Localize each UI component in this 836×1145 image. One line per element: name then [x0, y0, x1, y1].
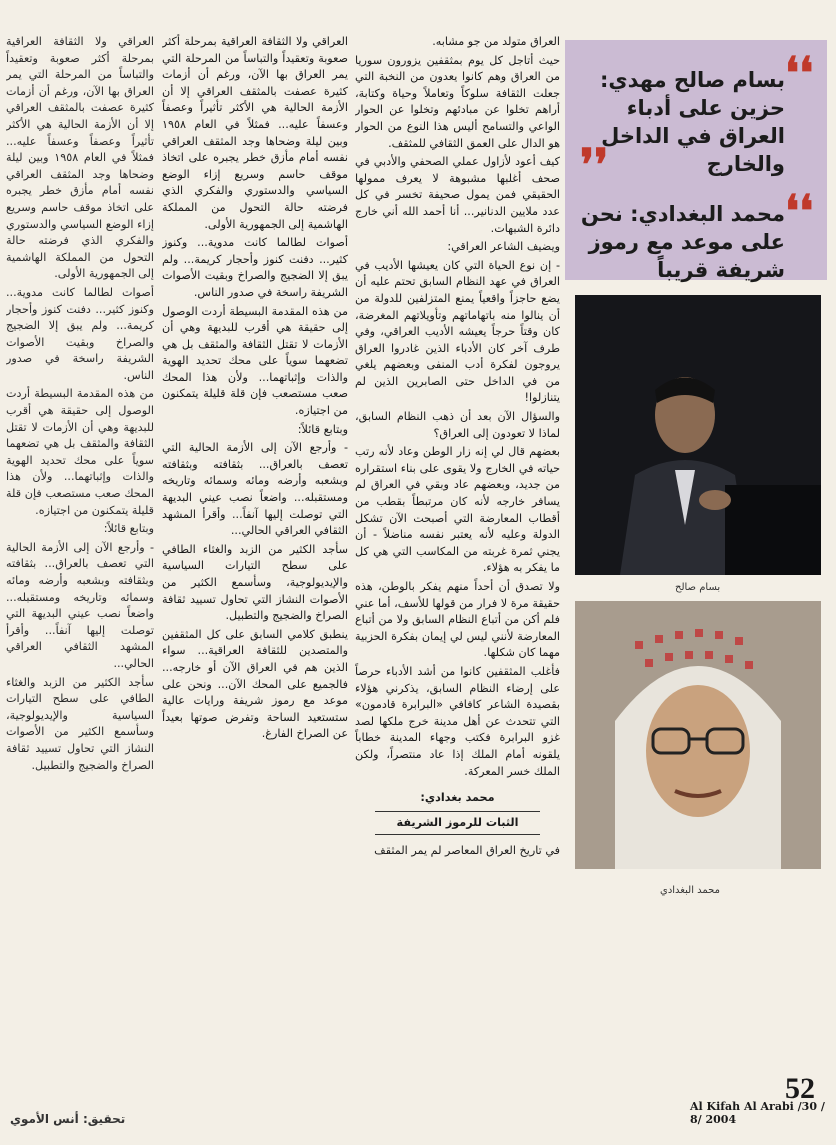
column-paragraph: سأجد الكثير من الزبد والغثاء الطافي على سطح التيارات السياسية والإيديولوجية، وسأسمع الكثير من الأصوات النشاز التي تحاول تسييد ثقافة الصراخ والضجيج والتطبيل.	[162, 542, 348, 623]
pull-quote-2: محمد البغدادي: نحن على موعد مع رموز شريفة قريباً	[580, 202, 785, 282]
photo-mohammed-baghdadi	[575, 601, 821, 869]
column-paragraph: أصوات لطالما كانت مدوية... وكنوز كثير... دفنت كنوز وأحجار كريمة... ولم يبق إلا الضجيج والصراخ وبقيت الأصوات الشريفة راسخة في صدور الناس.	[6, 285, 154, 382]
byline-mohammed: محمد بغدادي:	[420, 791, 495, 805]
column-paragraph: ويضيف الشاعر العراقي:	[447, 240, 560, 254]
column-paragraph: ينطبق كلامي السابق على كل المثقفين والمتصدين للثقافة العراقية... سواء الذين هم في العراق الآن أو خارجه... فالجميع على المحك الآن... ونحن على موعد مع رموز شريفة ورايات عالية ستستعيد الساحة وتفرض صوتها بعيداً عن الصراخ الفارغ.	[162, 627, 348, 741]
article-column-4	[370, 34, 558, 1084]
quote-open-mark-2: ❛❛	[785, 186, 814, 237]
column-paragraph: العراق متولد من جو مشابه.	[432, 35, 560, 48]
subhead-steadfast: الثبات للرموز الشريفة	[375, 811, 540, 836]
speaker-illustration	[575, 295, 821, 575]
photo-caption-1: بسام صالح	[675, 582, 721, 593]
footer-publication: Al Kifah Al Arabi /30 / 8/ 2004	[690, 1100, 825, 1126]
quote-close-mark: ❜❜	[580, 140, 609, 191]
column-paragraph: كيف أعود لأزاول عملي الصحفي والأدبي في صحف أغلبها مشبوهة لا يعرف ممولها الحقيقي فمن يمول صحيفة تخسر في كل عدد ملايين الدنانير... أنا أحمد الله أني خارج دائرة الشبهات.	[355, 155, 560, 235]
column-paragraph: - وأرجع الآن إلى الأزمة الحالية التي تعصف بالعراق... بثقافته وبثقافته وبشعبه وأرضه ومائه وسمائه وتاريخه ومستقبله... واضعاً نصب عيني البديهة التي توصلت إليها آنفاً... وأقرأ المشهد الثقافي العراقي الحالي...	[162, 441, 348, 538]
column-paragraph: فأغلب المثقفين كانوا من أشد الأدباء حرصاً على إرضاء النظام السابق، يذكرني هؤلاء بقصيدة الشاعر كافافي «البرابرة قادمون» التي تتحدث عن أهل مدينة خرج ملكها لصد غزو البرابرة فكتب وجهاء المدينة خطاباً يلقونه أمام الملك إذا عاد منتصراً، ولكن الملك خسر المعركة.	[355, 664, 560, 778]
column-paragraph: وبتابع قائلاً:	[103, 522, 154, 536]
column-paragraph: وبتابع قائلاً:	[297, 422, 348, 436]
column-paragraph: من هذه المقدمة البسيطة أردت الوصول إلى حقيقة هي أقرب للبديهة وهي أن الأزمات لا تقتل الثقافة والمثقف بل هي تضعهما سوياً على محك تحديد الهوية والذات وإثباتهما... ولأن هذا المحك صعب مستصعب فإن قلة قليلة يتمكنون من اجتيازه.	[162, 304, 348, 418]
column-paragraph: بعضهم قال لي إنه زار الوطن وعاد لأنه رتب حياته في الخارج ولا يقوى على بناء استقراره من جديد، وبعضهم عاد وبقي في العراق لم يسافر خارجه لأنه كان مرتبطاً بقطب من أقطاب المعارضة التي أصبحت الآن تشكل الدولة وعليه لأنه يعتبر نفسه مناضلاً - أن يجني ثمرة غربته من المكاسب التي هي كل ما يفكر به هؤلاء.	[355, 445, 560, 575]
column-paragraph: أصوات لطالما كانت مدوية... وكنوز كثير... دفنت كنوز وأحجار كريمة... ولم يبق إلا الضجيج والصراخ وبقيت الأصوات الشريفة راسخة في صدور الناس.	[162, 236, 348, 299]
quote-open-mark: ❛❛	[785, 48, 814, 99]
column-paragraph: - وأرجع الآن إلى الأزمة الحالية التي تعصف بالعراق... بثقافته وبثقافته وبشعبه وأرضه ومائه وسمائه وتاريخه ومستقبله... واضعاً نصب عيني البديهة التي توصلت إليها آنفاً... وأقرأ المشهد الثقافي العراقي الحالي...	[6, 540, 154, 670]
article-column-2	[162, 34, 348, 1124]
column-paragraph: - إن نوع الحياة التي كان يعيشها الأديب في العراق في عهد النظام السابق تحتم عليه أن يضع حاجزاً واقعياً يمنع المتزلفين للدولة من أن ينالوا منه باتهاماتهم وتأويلاتهم المغرضة، كان وقتاً حرجاً يعيشه الأديب العراقي، وفي طرف آخر كان الأدباء الذين غادروا العراق يروجون لفكرة أدب المنفى وبعضهم يلغي من في الداخل حتى الصابرين الذين لم يتنازلوا!	[355, 258, 560, 405]
article-column-left-edge	[6, 34, 154, 1094]
column-paragraph: حيث أتاجل كل يوم بمثقفين يزورون سوريا من العراق وهم كانوا يعدون من النخبة التي جعلت الثقافة سلوكاً وتعاملاً وحياة وكتابة، أراهم تخلوا عن مبادئهم وتخلوا عن الحوار الواعي والتسامح أليس هذا النوع من الحوار هو الدال على العمق الثقافي للمثقف.	[355, 53, 560, 150]
column-paragraph: ولا تصدق أن أحداً منهم يفكر بالوطن، هذه حقيقة مرة لا فرار من قولها للأسف، أما عني فلم أكن من أتباع النظام السابق ولا من أتباع المعارضة لأنني ليس لي إيمان بفكرة الحزبية مهما كان شكلها.	[355, 580, 560, 660]
column-paragraph: في تاريخ العراق المعاصر لم يمر المثقف	[374, 844, 560, 858]
photo-bassam-saleh	[575, 295, 821, 575]
credit-line: تحقيق: أنس الأموي	[10, 1112, 126, 1126]
column-paragraph: والسؤال الآن بعد أن ذهب النظام السابق، لماذا لا تعودون إلى العراق؟	[355, 410, 560, 440]
column-paragraph: من هذه المقدمة البسيطة أردت الوصول إلى حقيقة هي أقرب للبديهة وهي أن الأزمات لا تقتل الثقافة والمثقف بل هي تضعهما سوياً على محك تحديد الهوية والذات وإثباتهما... ولأن هذا المحك صعب مستصعب فإن قلة قليلة يتمكنون من اجتيازه.	[6, 387, 154, 517]
column-paragraph: سأجد الكثير من الزبد والغثاء الطافي على سطح التيارات السياسية والإيديولوجية، وسأسمع الكثير من الأصوات النشاز التي تحاول تسييد ثقافة الصراخ والضجيج والتطبيل.	[6, 675, 154, 772]
portrait-illustration	[575, 601, 821, 869]
column-paragraph: العراقي ولا الثقافة العراقية بمرحلة أكثر صعوبة وتعقيداً والتباساً من المرحلة التي يمر العراق بها الآن، ورغم أن أزمات كثيرة عصفت بالمثقف العراقي إلا أن الأزمة الحالية هي الأكثر تأثيراً وعصفاً وعسفاً عليه... فمثلاً في العام ١٩٥٨ وبين ليلة وضحاها وجد المثقف العراقي نفسه أمام مأزق خطر يجبره على اتخاذ موقف حاسم وسريع إزاء الوضع السياسي والدستوري والفكري الذي فرضته حالة التحول من المملكة الهاشمية إلى الجمهورية الأولى.	[162, 35, 348, 231]
column-paragraph: العراقي ولا الثقافة العراقية بمرحلة أكثر صعوبة وتعقيداً والتباساً من المرحلة التي يمر العراق بها الآن، ورغم أن أزمات كثيرة عصفت بالمثقف العراقي إلا أن الأزمة الحالية هي الأكثر تأثيراً وعصفاً وعسفاً عليه... فمثلاً في العام ١٩٥٨ وبين ليلة وضحاها وجد المثقف العراقي نفسه أمام مأزق خطر يجبره على اتخاذ موقف حاسم وسريع إزاء الوضع السياسي والدستوري والفكري الذي فرضته حالة التحول من المملكة الهاشمية إلى الجمهورية الأولى.	[6, 35, 154, 281]
page-number: 52	[785, 1072, 815, 1105]
photo-caption-2: محمد البغدادي	[660, 885, 720, 896]
pull-quote-1: بسام صالح مهدي: حزين على أدباء العراق في الداخل والخارج	[600, 68, 785, 176]
